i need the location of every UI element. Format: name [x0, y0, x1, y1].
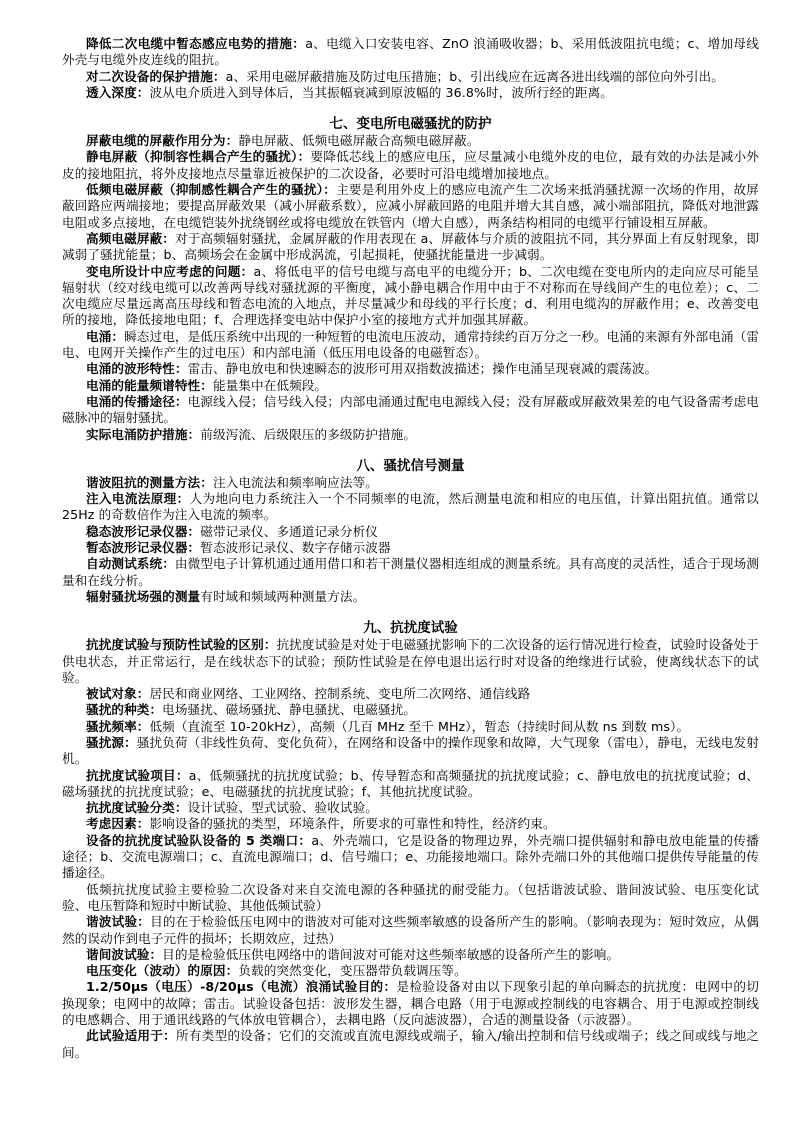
- paragraph: [62, 378, 759, 394]
- paragraph-body: 低频（直流至 10-20kHz），高频（几百 MHz 至千 MHz），暂态（持续时间从数 ns 到数 ms）。: [149, 718, 690, 734]
- paragraph: [62, 524, 759, 540]
- paragraph: [62, 1028, 759, 1061]
- paragraph: [62, 686, 759, 702]
- term: 此试验适用于：: [86, 1028, 177, 1044]
- paragraph: [62, 816, 759, 832]
- term: 骚扰源：: [86, 734, 137, 750]
- paragraph: [62, 427, 759, 443]
- paragraph-body: 目的是检验低压供电网络中的谐间波对可能对这些频率敏感的设备所产生的影响。: [162, 946, 620, 962]
- paragraph-body: 抗扰度试验是对处于电磁骚扰影响下的二次设备的运行情况进行检查，试验时设备处于供电状态，并正常运行，是在线状态下的试验；预防性试验是在停电退出运行时对设备的绝缘进行试验，使离线状态下的试验。: [62, 637, 760, 685]
- paragraph-body: 雷击、静电放电和快速瞬态的波形可用双指数波描述；操作电涌呈现衰减的震荡波。: [187, 361, 658, 377]
- paragraph-body: 居民和商业网络、工业网络、控制系统、变电所二次网络、通信线路: [149, 686, 531, 702]
- paragraph-body: 所有类型的设备；它们的交流或直流电源线或端子，输入/输出控制和信号线或端子；线之间或线与地之间。: [62, 1028, 760, 1060]
- paragraph: [62, 149, 759, 182]
- paragraph: [62, 540, 759, 556]
- paragraph-body: 电场骚扰、磁场骚扰、静电骚扰、电磁骚扰。: [162, 702, 417, 718]
- paragraph: [62, 719, 759, 735]
- paragraph-body: a、采用电磁屏蔽措施及防过电压措施；b、引出线应在远离各进出线端的部位向外引出。: [225, 68, 724, 84]
- paragraph: [62, 133, 759, 149]
- term: 抗扰度试验项目：: [86, 767, 189, 783]
- paragraph: [62, 735, 759, 768]
- section-heading: 七、变电所电磁骚扰的防护: [329, 116, 492, 133]
- term: 变电所设计中应考虑的问题：: [86, 263, 254, 279]
- term: 静电屏蔽（抑制容性耦合产生的骚扰）：: [86, 149, 311, 165]
- paragraph-body: 低频抗扰度试验主要检验二次设备对来自交流电源的各种骚扰的耐受能力。（包括谐波试验、谐间波试验、电压变化试验、电压暂降和短时中断试验、其他低频试验）: [62, 881, 759, 913]
- term: 稳态波形记录仪器：: [86, 523, 201, 539]
- term: 谐波阻抗的测量方法：: [86, 474, 213, 490]
- paragraph-body: 对于高频辐射骚扰，金属屏蔽的作用表现在 a、屏蔽体与介质的波阻抗不同，其分界面上有反射现象，即减弱了骚扰能量；b、高频场会在金属中形成涡流，引起损耗，使骚扰能量进一步减弱。: [62, 230, 760, 263]
- paragraph-body: a、外壳端口，它是设备的物理边界，外壳端口提供辐射和静电放电能量的传播途径；b、交流电源端口；c、直流电源端口；d、信号端口；e、功能接地端口。除外壳端口外的其他端口提供传导能量的传播途径。: [62, 832, 759, 881]
- term: 抗扰度试验分类：: [86, 800, 188, 816]
- term: 谐波试验：: [86, 914, 151, 930]
- term: 降低二次电缆中暂态感应电势的措施：: [86, 36, 306, 51]
- paragraph-body: a、低频骚扰的抗扰度试验；b、传导暂态和高频骚扰的抗扰度试验；c、静电放电的抗扰度试验；d、磁场骚扰的抗扰度试验；e、电磁骚扰的抗扰度试验；f、其他抗扰度试验。: [62, 767, 759, 799]
- term: 注入电流法原理：: [86, 491, 190, 507]
- term: 电涌：: [86, 328, 125, 344]
- term: 考虑因素：: [86, 816, 150, 832]
- paragraph: [62, 800, 759, 816]
- term: 屏蔽电缆的屏蔽作用分为：: [86, 133, 239, 149]
- paragraph: [62, 264, 759, 329]
- term: 电涌的传播途径：: [86, 393, 188, 409]
- paragraph-body: 设计试验、型式试验、验收试验。: [187, 800, 378, 816]
- paragraph: [62, 768, 759, 801]
- paragraph: [62, 589, 759, 605]
- paragraph-body: 前级泻流、后级限压的多级防护措施。: [200, 426, 417, 442]
- paragraph: [62, 556, 759, 589]
- section-9: [62, 637, 759, 1061]
- paragraph: [62, 491, 759, 524]
- term: 骚扰的种类：: [86, 702, 163, 718]
- paragraph-body: 影响设备的骚扰的类型，环境条件，所要求的可靠性和特性，经济约束。: [149, 816, 556, 832]
- paragraph: [62, 182, 759, 231]
- term: 高频电磁屏蔽：: [86, 230, 175, 246]
- term: 电涌的能量频谱特性：: [86, 377, 213, 393]
- paragraph-body: 静电屏蔽、低频电磁屏蔽合高频电磁屏蔽。: [238, 133, 480, 149]
- term: 1.2/50μs（电压）-8/20μs（电流）浪涌试验目的：: [86, 979, 397, 995]
- paragraph-body: 负载的突然变化，变压器带负载调压等。: [238, 963, 467, 979]
- paragraph: [62, 882, 759, 915]
- paragraph: [62, 231, 759, 264]
- term: 对二次设备的保护措施：: [86, 68, 226, 84]
- paragraph-body: 有时域和频域两种测量方法。: [200, 588, 366, 604]
- paragraph: [62, 947, 759, 963]
- paragraph: [62, 329, 759, 362]
- term: 透入深度：: [86, 84, 150, 100]
- term: 暂态波形记录仪器：: [86, 540, 201, 556]
- paragraph-body: 是检验设备对由以下现象引起的单向瞬态的抗扰度：电网中的切换现象；电网中的故障；雷击。试验设备包括：波形发生器，耦合电路（用于电源或控制线的电容耦合、用于电源或控制线的电感耦合、用于通讯线路的气体放电管耦合），去耦电路（反向滤波器），合适的测量设备（示波器）。: [62, 979, 759, 1028]
- paragraph: [62, 702, 759, 718]
- paragraph-body: 暂态波形记录仪、数字存储示波器: [200, 540, 391, 556]
- term: 设备的抗扰度试验队设备的 5 类端口：: [86, 832, 312, 848]
- paragraph-body: 骚扰负荷（非线性负荷、变化负荷），在网络和设备中的操作现象和故障，大气现象（雷电），静电，无线电发射机。: [62, 734, 759, 767]
- paragraph: [62, 637, 759, 686]
- paragraph: [62, 36, 759, 69]
- paragraph-body: 主要是利用外皮上的感应电流产生二次场来抵消骚扰源一次场的作用，故屏蔽回路应两端接地；要提高屏蔽效果（减小屏蔽系数），应减小屏蔽回路的电阻并增大其自感，减小端部阻抗，降低对地泄露电阻或多点接地，在电缆铠装外扰绕钢丝或将电缆放在铁管内（增大自感），两条结构相同的电缆平行铺设相互屏蔽。: [62, 182, 759, 230]
- paragraph-body: 注入电流法和频率响应法等。: [212, 474, 378, 490]
- term: 自动测试系统：: [86, 556, 175, 572]
- paragraph: [62, 475, 759, 491]
- term: 辐射骚扰场强的测量: [86, 588, 201, 604]
- paragraph-body: 磁带记录仪、多通道记录分析仪: [200, 523, 378, 539]
- paragraph-body: 电源线入侵；信号线入侵；内部电涌通过配电电源线入侵；没有屏蔽或屏蔽效果差的电气设备需考虑电磁脉冲的辐射骚扰。: [62, 393, 759, 426]
- section-heading: 九、抗扰度试验: [363, 620, 458, 637]
- paragraph-body: 要降低芯线上的感应电压，应尽量减小电缆外皮的电位，最有效的办法是减小外皮的接地阻抗，将外皮接地点尽量靠近被保护的二次设备，必要时可沿电缆增加接地点。: [62, 149, 760, 181]
- paragraph-body: 由微型电子计算机通过通用借口和若干测量仪器相连组成的测量系统。具有高度的灵活性，适合于现场测量和在线分析。: [62, 556, 759, 588]
- term: 低频电磁屏蔽（抑制感性耦合产生的骚扰）：: [86, 182, 337, 198]
- paragraph: [62, 85, 759, 101]
- paragraph: [62, 394, 759, 427]
- paragraph-body: 波从电介质进入到导体后，当其振幅衰减到原波幅的 36.8%时，波所行经的距离。: [149, 84, 613, 100]
- term: 抗扰度试验与预防性试验的区别：: [86, 637, 277, 653]
- paragraph-body: a、电缆入口安装电容、ZnO 浪涌吸收器；b、采用低波阻抗电缆；c、增加母线外壳与电缆外皮连线的阻抗。: [62, 36, 760, 68]
- paragraph-body: a、将低电平的信号电缆与高电平的电缆分开；b、二次电缆在变电所内的走向应尽可能呈辐射状（绞对线电缆可以改善两导线对骚扰源的平衡度，减小静电耦合作用中由于不对称而在导线间产生的电位差）；c、二次电缆应尽量远离高压母线和暂态电流的入地点，并尽量减少和母线的平行长度；d、利用电缆沟的屏蔽作用；e、改善变电所的接地，降低接地电阻；f、合理选择变电站中保护小室的接地方式并加强其屏蔽。: [62, 263, 759, 328]
- section-7: [62, 133, 759, 443]
- section-heading: 八、骚扰信号测量: [356, 457, 465, 474]
- paragraph-body: 人为地向电力系统注入一个不同频率的电流，然后测量电流和相应的电压值，计算出阻抗值。通常以 25Hz 的奇数倍作为注入电流的频率。: [62, 491, 759, 523]
- document-page: [62, 36, 759, 1061]
- paragraph: [62, 963, 759, 979]
- paragraph: [62, 69, 759, 85]
- term: 谐间波试验：: [86, 946, 163, 962]
- term: 电涌的波形特性：: [86, 361, 188, 377]
- intro-block: [62, 36, 759, 101]
- paragraph-body: 瞬态过电，是低压系统中出现的一种短暂的电流电压波动，通常持续约百万分之一秒。电涌的来源有外部电涌（雷电、电网开关操作产生的过电压）和内部电涌（低压用电设备的电磁暂态）。: [62, 328, 760, 361]
- term: 被试对象：: [86, 686, 150, 702]
- paragraph-body: 目的在于检验低压电网中的谐波对可能对这些频率敏感的设备所产生的影响。（影响表现为：短时效应，从偶然的误动作到电子元件的损坏；长期效应，过热）: [62, 914, 760, 946]
- paragraph: [62, 979, 759, 1028]
- term: 骚扰频率：: [86, 718, 150, 734]
- term: 电压变化（波动）的原因：: [86, 963, 239, 979]
- paragraph: [62, 914, 759, 947]
- paragraph-body: 能量集中在低频段。: [212, 377, 328, 393]
- section-8: [62, 475, 759, 605]
- paragraph: [62, 361, 759, 377]
- paragraph: [62, 833, 759, 882]
- term: 实际电涌防护措施：: [86, 426, 201, 442]
